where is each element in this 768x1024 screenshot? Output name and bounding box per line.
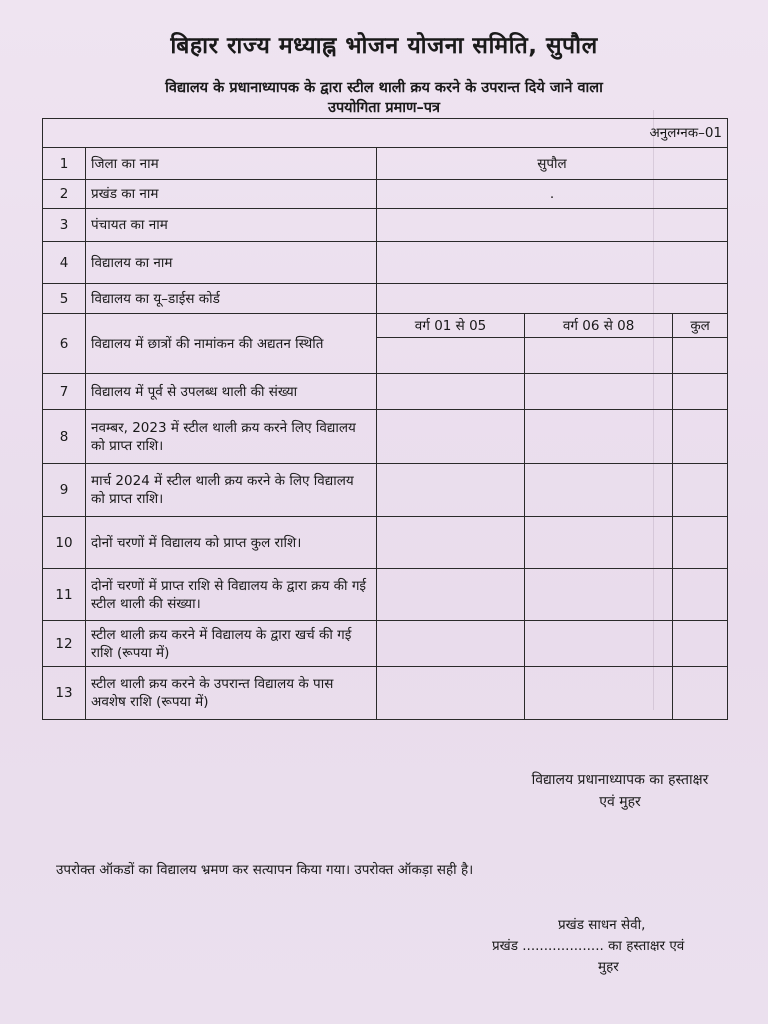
row-number: 5: [43, 284, 86, 314]
row-number: 11: [43, 569, 86, 621]
table-row: [43, 242, 728, 284]
certificate-table: [42, 118, 728, 720]
subtitle-line-2: उपयोगिता प्रमाण–पत्र: [328, 100, 440, 116]
value-cell: [377, 374, 525, 410]
column-header-class-1-5: वर्ग 01 से 05: [377, 314, 525, 338]
value-cell: [377, 621, 525, 667]
brc-signature-line-2: प्रखंड ................... का हस्ताक्षर एवं: [492, 938, 685, 954]
verification-statement: उपरोक्त ऑकडों का विद्यालय भ्रमण कर सत्यापन किया गया। उपरोक्त ऑकड़ा सही है।: [56, 862, 474, 878]
table-row: [43, 284, 728, 314]
headmaster-signature-line-1: विद्यालय प्रधानाध्यापक का हस्ताक्षर: [531, 772, 709, 788]
row-label: मार्च 2024 में स्टील थाली क्रय करने के लिए विद्यालय को प्राप्त राशि।: [86, 464, 377, 517]
value-cell: [525, 667, 673, 720]
value-cell: [673, 374, 728, 410]
row-label: विद्यालय का नाम: [86, 242, 377, 284]
value-cell: [377, 667, 525, 720]
table-row: [43, 410, 728, 464]
table-row: [43, 374, 728, 410]
table-row: [43, 621, 728, 667]
brc-signature-line-1: प्रखंड साधन सेवी,: [558, 917, 646, 933]
row-number: 10: [43, 517, 86, 569]
table-row: [43, 667, 728, 720]
table-row: [43, 209, 728, 242]
row-number: 8: [43, 410, 86, 464]
row-number: 6: [43, 314, 86, 374]
value-cell: [673, 410, 728, 464]
value-cell: [525, 464, 673, 517]
table-row: [43, 464, 728, 517]
block-resource-person-signature-block: [492, 915, 742, 978]
table-row: [43, 314, 728, 338]
row-number: 2: [43, 180, 86, 209]
value-cell: [673, 464, 728, 517]
headmaster-signature-line-2: एवं मुहर: [599, 794, 641, 810]
row-number: 7: [43, 374, 86, 410]
row-label: स्टील थाली क्रय करने के उपरान्त विद्यालय के पास अवशेष राशि (रूपया में): [86, 667, 377, 720]
row-label: पंचायत का नाम: [86, 209, 377, 242]
value-cell: [377, 569, 525, 621]
row-number: 9: [43, 464, 86, 517]
row-label: नवम्बर, 2023 में स्टील थाली क्रय करने लिए विद्यालय को प्राप्त राशि।: [86, 410, 377, 464]
annexure-row: [43, 119, 728, 148]
column-header-total: कुल: [673, 314, 728, 338]
value-cell: [673, 569, 728, 621]
row-label: जिला का नाम: [86, 148, 377, 180]
row-label: विद्यालय का यू–डाईस कोर्ड: [86, 284, 377, 314]
row-number: 3: [43, 209, 86, 242]
row-number: 12: [43, 621, 86, 667]
district-value: सुपौल: [377, 148, 728, 180]
brc-signature-line-3: मुहर: [598, 959, 619, 975]
value-cell: [377, 209, 728, 242]
column-header-class-6-8: वर्ग 06 से 08: [525, 314, 673, 338]
value-cell: [377, 517, 525, 569]
block-value: .: [377, 180, 728, 209]
row-label: विद्यालय में पूर्व से उपलब्ध थाली की संख्या: [86, 374, 377, 410]
annexure-label: अनुलग्नक–01: [43, 119, 728, 148]
value-cell: [673, 667, 728, 720]
table-row: [43, 180, 728, 209]
row-number: 1: [43, 148, 86, 180]
row-label: दोनों चरणों में विद्यालय को प्राप्त कुल राशि।: [86, 517, 377, 569]
value-cell: [525, 517, 673, 569]
value-cell: [673, 517, 728, 569]
subtitle-line-1: विद्यालय के प्रधानाध्यापक के द्वारा स्टील थाली क्रय करने के उपरान्त दिये जाने वाला: [165, 80, 603, 96]
value-cell: [377, 338, 525, 374]
document-subtitle: [40, 78, 728, 118]
row-number: 4: [43, 242, 86, 284]
row-label: विद्यालय में छात्रों की नामांकन की अद्यतन स्थिति: [86, 314, 377, 374]
row-number: 13: [43, 667, 86, 720]
row-label: दोनों चरणों में प्राप्त राशि से विद्यालय के द्वारा क्रय की गई स्टील थाली की संख्या।: [86, 569, 377, 621]
value-cell: [377, 242, 728, 284]
value-cell: [525, 621, 673, 667]
value-cell: [673, 338, 728, 374]
value-cell: [377, 464, 525, 517]
value-cell: [673, 621, 728, 667]
headmaster-signature-block: [500, 769, 740, 813]
row-label: प्रखंड का नाम: [86, 180, 377, 209]
value-cell: [525, 374, 673, 410]
value-cell: [377, 410, 525, 464]
table-row: [43, 569, 728, 621]
document-title: बिहार राज्य मध्याह्न भोजन योजना समिति, सुपौल: [170, 33, 598, 59]
value-cell: [525, 338, 673, 374]
table-row: [43, 148, 728, 180]
table-row: [43, 517, 728, 569]
value-cell: [377, 284, 728, 314]
value-cell: [525, 410, 673, 464]
value-cell: [525, 569, 673, 621]
row-label: स्टील थाली क्रय करने में विद्यालय के द्वारा खर्च की गई राशि (रूपया में): [86, 621, 377, 667]
